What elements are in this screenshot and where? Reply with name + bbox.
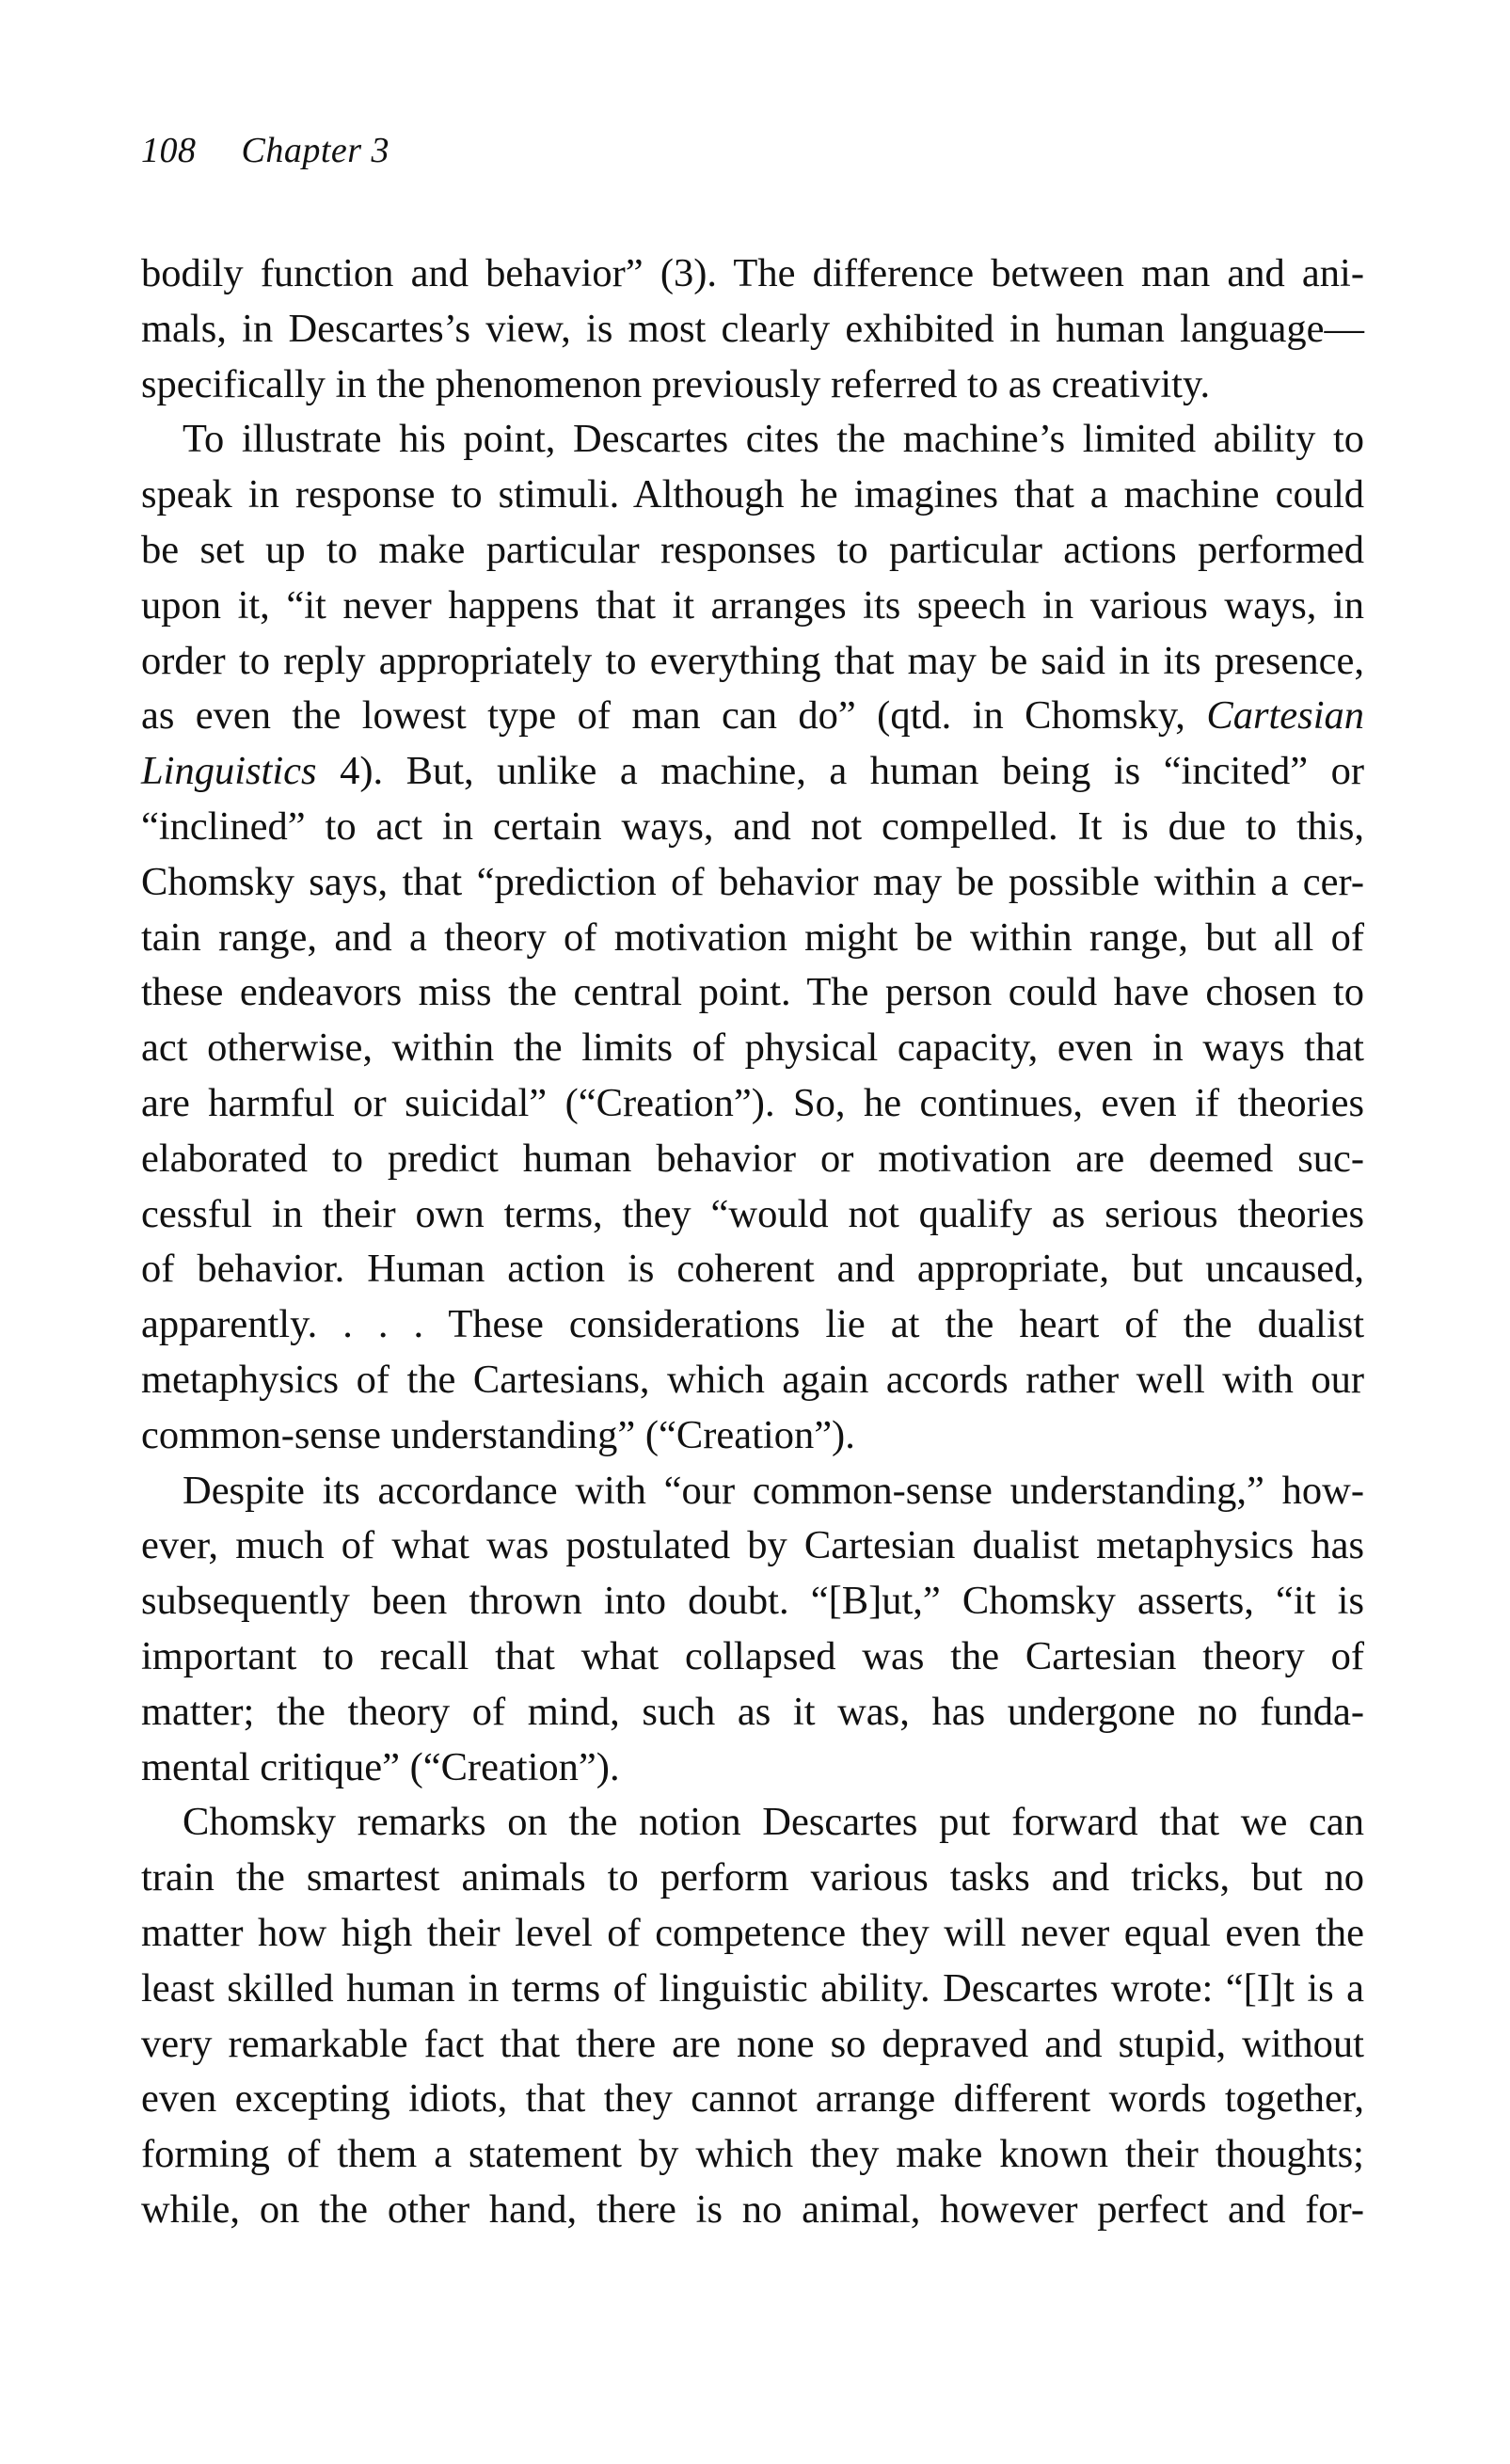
text-line: cessful in their own terms, they “would not qualify as serious theories <box>141 1191 1364 1236</box>
text-line: mals, in Descartes’s view, is most clearly exhibited in human language— <box>141 306 1364 351</box>
body-text <box>141 246 1364 2238</box>
paragraph <box>141 412 1364 1463</box>
italic-title: Cartesian <box>1206 693 1364 739</box>
chapter-title: Chapter 3 <box>241 131 390 170</box>
text-line: elaborated to predict human behavior or motivation are deemed suc- <box>141 1136 1364 1181</box>
text-run: 4). But, unlike a machine, a human being is “incited” or <box>316 749 1364 794</box>
text-line: even excepting idiots, that they cannot arrange different words together, <box>141 2076 1364 2122</box>
text-line: act otherwise, within the limits of physical capacity, even in ways that <box>141 1025 1364 1071</box>
text-line: apparently. . . . These considerations lie at the heart of the dualist <box>141 1302 1364 1347</box>
text-line: these endeavors miss the central point. The person could have chosen to <box>141 970 1364 1015</box>
running-head <box>141 130 389 171</box>
text-line: tain range, and a theory of motivation might be within range, but all of <box>141 914 1364 960</box>
text-line: subsequently been thrown into doubt. “[B]ut,” Chomsky asserts, “it is <box>141 1579 1364 1624</box>
page-number: 108 <box>141 131 197 170</box>
text-line <box>141 689 1364 744</box>
text-line: Chomsky remarks on the notion Descartes put forward that we can <box>183 1800 1364 1845</box>
text-line: specifically in the phenomenon previously referred to as creativity. <box>141 361 1211 406</box>
text-line: Chomsky says, that “prediction of behavior may be possible within a cer- <box>141 859 1364 904</box>
text-line: very remarkable fact that there are none so depraved and stupid, without <box>141 2021 1364 2066</box>
text-line: important to recall that what collapsed was the Cartesian theory of <box>141 1633 1364 1678</box>
text-line: speak in response to stimuli. Although he imagines that a machine could <box>141 472 1364 517</box>
text-line: train the smartest animals to perform various tasks and tricks, but no <box>141 1855 1364 1900</box>
text-line: To illustrate his point, Descartes cites the machine’s limited ability to <box>183 417 1364 462</box>
italic-title: Linguistics <box>141 749 317 794</box>
text-line: are harmful or suicidal” (“Creation”). So, he continues, even if theories <box>141 1080 1364 1125</box>
text-line: of behavior. Human action is coherent and appropriate, but uncaused, <box>141 1247 1364 1292</box>
text-line: mental critique” (“Creation”). <box>141 1744 620 1789</box>
text-run: as even the lowest type of man can do” (qtd. in Chomsky, <box>141 693 1207 739</box>
text-line: while, on the other hand, there is no animal, however perfect and for- <box>141 2186 1364 2232</box>
paragraph <box>141 1464 1364 1796</box>
text-line <box>141 744 1364 800</box>
text-line: matter; the theory of mind, such as it was, has undergone no funda- <box>141 1689 1364 1734</box>
text-line: ever, much of what was postulated by Cartesian dualist metaphysics has <box>141 1523 1364 1568</box>
text-line: order to reply appropriately to everything that may be said in its presence, <box>141 638 1364 683</box>
text-line: Despite its accordance with “our common-sense understanding,” how- <box>183 1468 1364 1513</box>
text-line: least skilled human in terms of linguistic ability. Descartes wrote: “[I]t is a <box>141 1965 1364 2011</box>
text-line: “inclined” to act in certain ways, and not compelled. It is due to this, <box>141 803 1364 849</box>
text-line: forming of them a statement by which they make known their thoughts; <box>141 2132 1364 2177</box>
text-line: matter how high their level of competence they will never equal even the <box>141 1910 1364 1955</box>
text-line: common-sense understanding” (“Creation”). <box>141 1412 855 1457</box>
text-line: metaphysics of the Cartesians, which again accords rather well with our <box>141 1357 1364 1402</box>
paragraph <box>141 1795 1364 2237</box>
text-line: upon it, “it never happens that it arranges its speech in various ways, in <box>141 582 1364 628</box>
paragraph <box>141 246 1364 412</box>
text-line: bodily function and behavior” (3). The difference between man and ani- <box>141 251 1364 295</box>
text-line: be set up to make particular responses to particular actions performed <box>141 527 1364 572</box>
